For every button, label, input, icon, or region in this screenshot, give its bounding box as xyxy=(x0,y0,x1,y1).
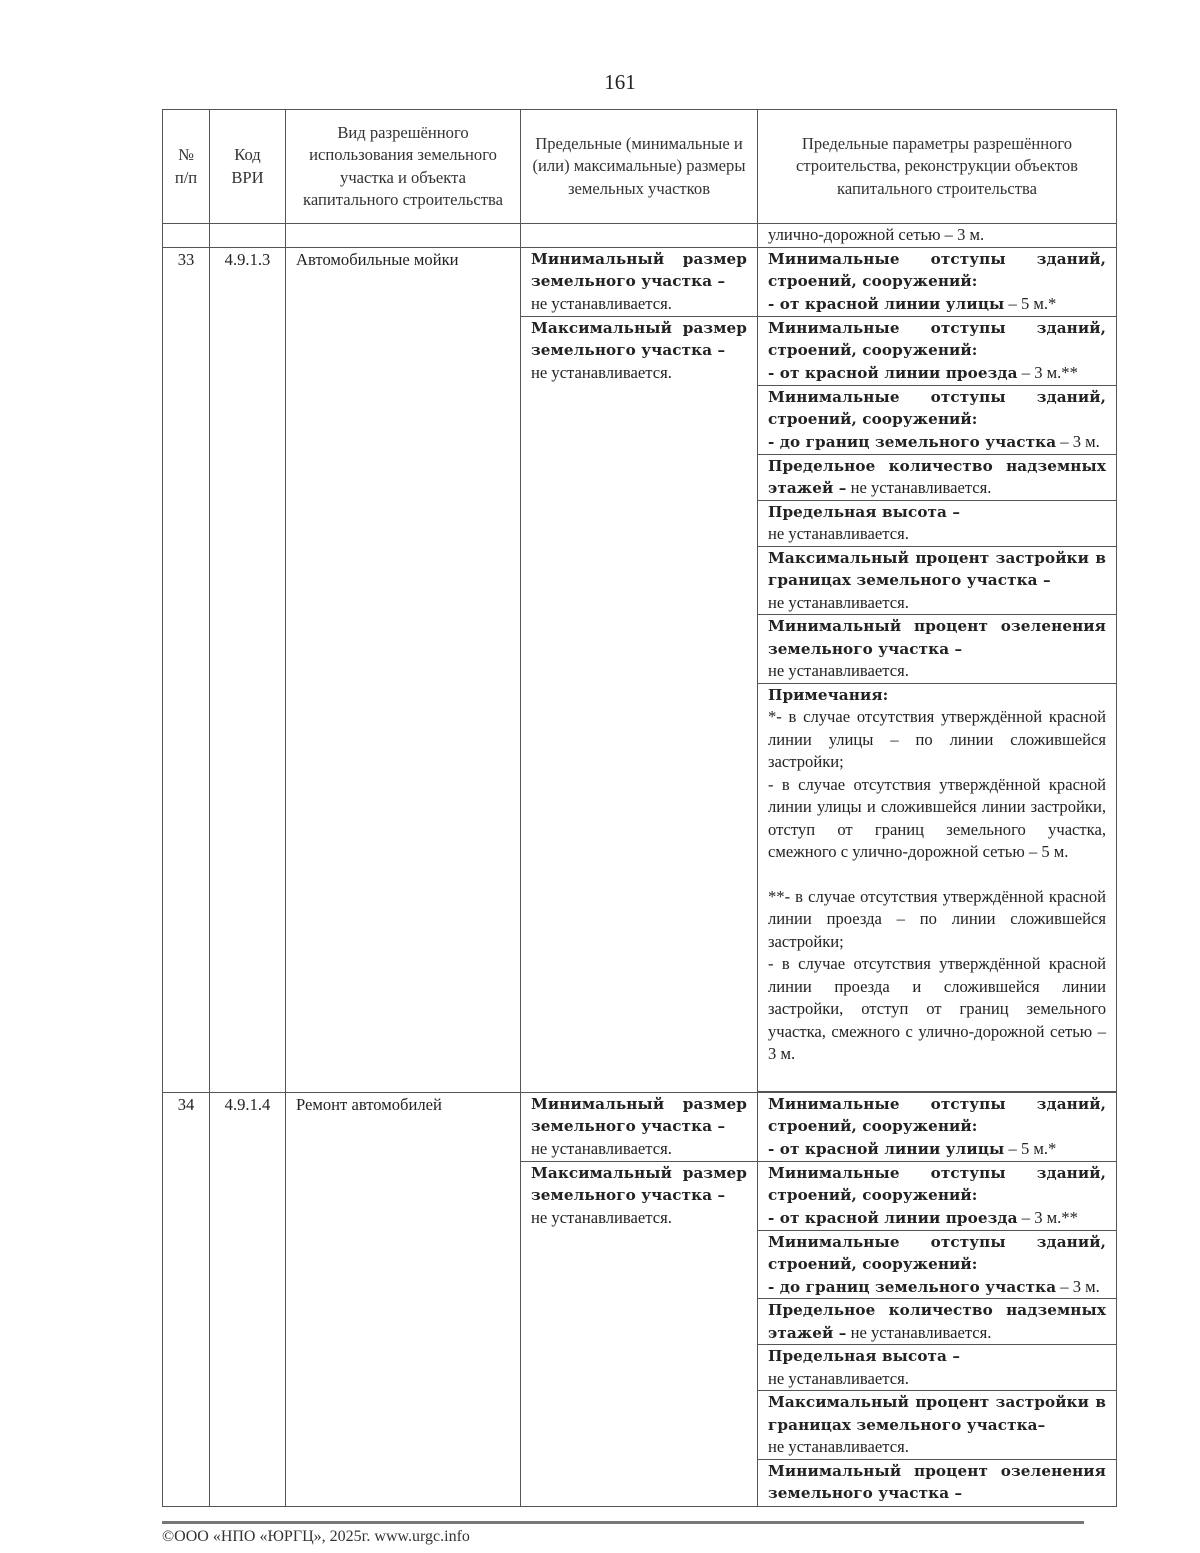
note: - в случае отсутствия утверждённой красной линии улицы и сложившейся линии застройки, отступ от границ земельного участка, смежного с улично-дорожной сетью – 5 м. xyxy=(768,774,1106,861)
continuation-row xyxy=(163,224,1117,248)
min-size-cell: Минимальный размер земельного участка – не устанавливается. xyxy=(521,1092,758,1161)
header-kind: Вид разрешённого использования земельного участка и объекта капитального строительства xyxy=(286,110,521,224)
regulations-table xyxy=(162,109,1117,1507)
table-row xyxy=(163,1092,1117,1161)
header-num: № п/п xyxy=(163,110,210,224)
row-name: Автомобильные мойки xyxy=(286,247,521,1092)
max-size-cell: Максимальный размер земельного участка – не устанавливается. xyxy=(521,316,758,1092)
param-cell: Минимальный процент озеленения земельного участка – xyxy=(758,1459,1117,1506)
note: - в случае отсутствия утверждённой красной линии проезда и сложившейся линии застройки, отступ от границ земельного участка, смежного с улично-дорожной сетью – 3 м. xyxy=(768,954,1106,1063)
param-cell: Минимальные отступы зданий, строений, сооружений: - до границ земельного участка – 3 м. xyxy=(758,385,1117,454)
continuation-text: улично-дорожной сетью – 3 м. xyxy=(758,224,1117,248)
param-cell: Минимальные отступы зданий, строений, сооружений: - от красной линии улицы – 5 м.* xyxy=(758,1092,1117,1161)
param-cell: Предельная высота – не устанавливается. xyxy=(758,1345,1117,1391)
param-cell: Предельная высота – не устанавливается. xyxy=(758,500,1117,546)
param-cell: Минимальные отступы зданий, строений, сооружений: - от красной линии проезда – 3 м.** xyxy=(758,1161,1117,1230)
page-number: 161 xyxy=(604,70,636,94)
note: *- в случае отсутствия утверждённой красной линии улицы – по линии сложившейся застройки; xyxy=(768,707,1106,771)
param-cell: Максимальный процент застройки в границах земельного участка – не устанавливается. xyxy=(758,546,1117,615)
param-cell: Минимальные отступы зданий, строений, сооружений: - до границ земельного участка – 3 м. xyxy=(758,1230,1117,1299)
footer-copyright: ©ООО «НПО «ЮРГЦ», 2025г. www.urgc.info xyxy=(162,1528,470,1545)
param-cell: Минимальный процент озеленения земельного участка – не устанавливается. xyxy=(758,615,1117,684)
max-size-cell: Максимальный размер земельного участка – не устанавливается. xyxy=(521,1161,758,1506)
table-header-row xyxy=(163,110,1117,224)
param-cell: Предельное количество надземных этажей – не устанавливается. xyxy=(758,454,1117,500)
note: **- в случае отсутствия утверждённой красной линии проезда – по линии сложившейся застройки; xyxy=(768,886,1106,951)
param-cell: Минимальные отступы зданий, строений, сооружений: - от красной линии проезда – 3 м.** xyxy=(758,316,1117,385)
param-cell: Предельное количество надземных этажей – не устанавливается. xyxy=(758,1299,1117,1345)
row-code: 4.9.1.3 xyxy=(210,247,286,1092)
row-num: 33 xyxy=(163,247,210,1092)
header-params: Предельные параметры разрешённого строительства, реконструкции объектов капитального строительства xyxy=(758,110,1117,224)
footer-divider xyxy=(162,1521,1084,1524)
param-cell: Максимальный процент застройки в границах земельного участка– не устанавливается. xyxy=(758,1391,1117,1460)
table-row xyxy=(163,247,1117,316)
header-code: Код ВРИ xyxy=(210,110,286,224)
header-size: Предельные (минимальные и (или) максимальные) размеры земельных участков xyxy=(521,110,758,224)
notes-cell xyxy=(758,683,1117,1091)
row-num: 34 xyxy=(163,1092,210,1506)
param-cell: Минимальные отступы зданий, строений, сооружений: - от красной линии улицы – 5 м.* xyxy=(758,247,1117,316)
notes-title: Примечания: xyxy=(768,685,889,704)
min-size-cell: Минимальный размер земельного участка – не устанавливается. xyxy=(521,247,758,316)
row-code: 4.9.1.4 xyxy=(210,1092,286,1506)
row-name: Ремонт автомобилей xyxy=(286,1092,521,1506)
